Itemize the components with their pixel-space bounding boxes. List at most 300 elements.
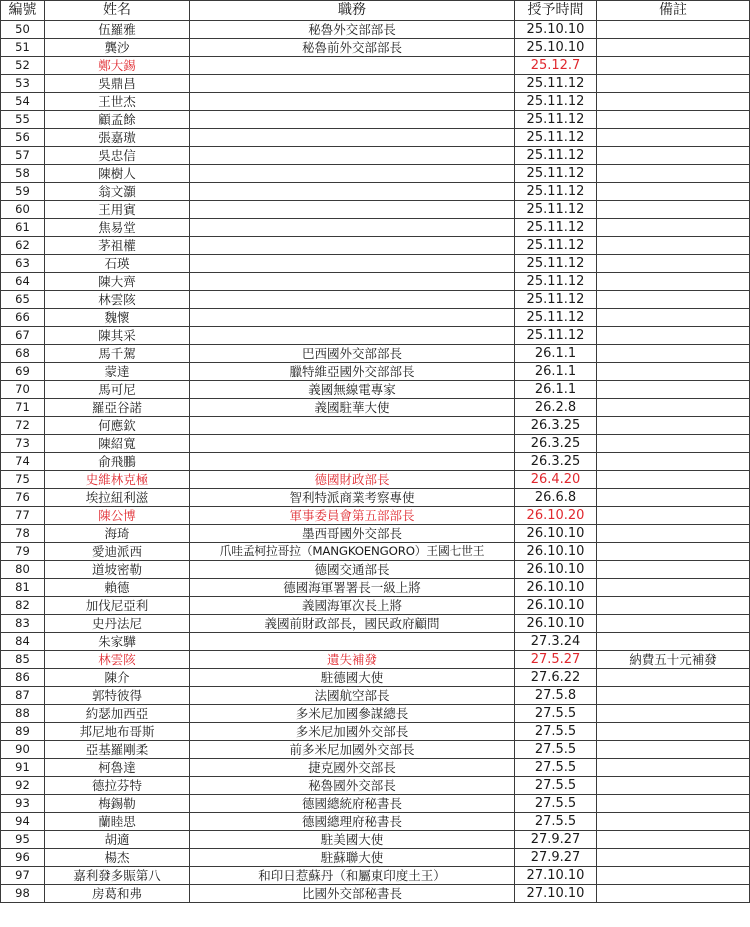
table-row xyxy=(1,201,750,219)
row-date: 26.1.1 xyxy=(515,363,597,381)
row-note xyxy=(597,39,750,57)
row-date: 26.10.10 xyxy=(515,543,597,561)
row-title: 德國財政部長 xyxy=(190,471,515,489)
row-number: 83 xyxy=(1,615,45,633)
row-note xyxy=(597,849,750,867)
row-number: 55 xyxy=(1,111,45,129)
table-row xyxy=(1,111,750,129)
row-note xyxy=(597,777,750,795)
row-date: 25.11.12 xyxy=(515,309,597,327)
row-title: 法國航空部長 xyxy=(190,687,515,705)
table-row xyxy=(1,489,750,507)
row-title: 軍事委員會第五部部長 xyxy=(190,507,515,525)
row-note xyxy=(597,111,750,129)
row-note xyxy=(597,219,750,237)
row-title xyxy=(190,165,515,183)
row-title xyxy=(190,327,515,345)
row-note xyxy=(597,831,750,849)
row-title: 智利特派商業考察專使 xyxy=(190,489,515,507)
row-title: 駐美國大使 xyxy=(190,831,515,849)
row-title: 多米尼加國外交部長 xyxy=(190,723,515,741)
row-date: 26.2.8 xyxy=(515,399,597,417)
row-note xyxy=(597,129,750,147)
row-title: 義國海軍次長上將 xyxy=(190,597,515,615)
table-row xyxy=(1,723,750,741)
row-date: 26.1.1 xyxy=(515,381,597,399)
table-row xyxy=(1,345,750,363)
row-name: 羅亞谷諾 xyxy=(45,399,190,417)
table-row xyxy=(1,39,750,57)
table-row xyxy=(1,831,750,849)
row-note xyxy=(597,687,750,705)
row-note xyxy=(597,255,750,273)
row-title xyxy=(190,57,515,75)
row-title xyxy=(190,201,515,219)
row-note xyxy=(597,669,750,687)
table-row xyxy=(1,579,750,597)
table-row xyxy=(1,75,750,93)
row-date: 26.10.10 xyxy=(515,579,597,597)
table-row xyxy=(1,687,750,705)
row-name: 吳鼎昌 xyxy=(45,75,190,93)
row-title xyxy=(190,111,515,129)
row-date: 26.10.10 xyxy=(515,525,597,543)
row-number: 59 xyxy=(1,183,45,201)
row-note xyxy=(597,399,750,417)
row-title: 遺失補發 xyxy=(190,651,515,669)
table-row xyxy=(1,129,750,147)
row-title: 多米尼加國參謀總長 xyxy=(190,705,515,723)
row-date: 27.9.27 xyxy=(515,831,597,849)
header-date: 授予時間 xyxy=(515,1,597,21)
row-name: 何應欽 xyxy=(45,417,190,435)
row-date: 25.11.12 xyxy=(515,237,597,255)
row-name: 嘉利發多賑第八 xyxy=(45,867,190,885)
row-title xyxy=(190,453,515,471)
table-row xyxy=(1,435,750,453)
row-note xyxy=(597,705,750,723)
row-name: 加伐尼亞利 xyxy=(45,597,190,615)
row-number: 54 xyxy=(1,93,45,111)
row-name: 蒙達 xyxy=(45,363,190,381)
row-name: 胡適 xyxy=(45,831,190,849)
row-note xyxy=(597,885,750,903)
row-note xyxy=(597,147,750,165)
row-name: 魏懷 xyxy=(45,309,190,327)
row-number: 82 xyxy=(1,597,45,615)
row-name: 約瑟加西亞 xyxy=(45,705,190,723)
table-row xyxy=(1,453,750,471)
row-title: 秘魯國外交部長 xyxy=(190,777,515,795)
row-name: 埃拉紐利滋 xyxy=(45,489,190,507)
row-title xyxy=(190,219,515,237)
table-row xyxy=(1,309,750,327)
table-row xyxy=(1,669,750,687)
table-row xyxy=(1,273,750,291)
table-row xyxy=(1,183,750,201)
row-date: 26.10.10 xyxy=(515,561,597,579)
table-row xyxy=(1,291,750,309)
row-date: 27.3.24 xyxy=(515,633,597,651)
row-title xyxy=(190,183,515,201)
table-row xyxy=(1,795,750,813)
row-date: 25.12.7 xyxy=(515,57,597,75)
table-row xyxy=(1,255,750,273)
row-date: 25.11.12 xyxy=(515,327,597,345)
row-note xyxy=(597,507,750,525)
row-note xyxy=(597,543,750,561)
table-row xyxy=(1,57,750,75)
row-number: 77 xyxy=(1,507,45,525)
row-title xyxy=(190,417,515,435)
row-name: 林雲陔 xyxy=(45,651,190,669)
row-note xyxy=(597,759,750,777)
row-name: 陳介 xyxy=(45,669,190,687)
table-row xyxy=(1,597,750,615)
row-note xyxy=(597,489,750,507)
row-name: 馬可尼 xyxy=(45,381,190,399)
row-name: 吳忠信 xyxy=(45,147,190,165)
row-title: 前多米尼加國外交部長 xyxy=(190,741,515,759)
row-title xyxy=(190,291,515,309)
row-number: 63 xyxy=(1,255,45,273)
row-name: 史丹法尼 xyxy=(45,615,190,633)
table-row xyxy=(1,885,750,903)
row-title xyxy=(190,633,515,651)
row-title xyxy=(190,255,515,273)
row-name: 鄭大錫 xyxy=(45,57,190,75)
row-title: 駐蘇聯大使 xyxy=(190,849,515,867)
row-name: 林雲陔 xyxy=(45,291,190,309)
row-note xyxy=(597,795,750,813)
row-number: 56 xyxy=(1,129,45,147)
row-name: 梅錫勒 xyxy=(45,795,190,813)
row-title: 秘魯外交部部長 xyxy=(190,21,515,39)
row-number: 67 xyxy=(1,327,45,345)
table-row xyxy=(1,759,750,777)
row-date: 25.11.12 xyxy=(515,183,597,201)
row-name: 陳樹人 xyxy=(45,165,190,183)
row-number: 52 xyxy=(1,57,45,75)
header-no: 編號 xyxy=(1,1,45,21)
table-row xyxy=(1,543,750,561)
row-number: 85 xyxy=(1,651,45,669)
row-number: 88 xyxy=(1,705,45,723)
row-number: 78 xyxy=(1,525,45,543)
row-date: 26.10.10 xyxy=(515,597,597,615)
row-number: 74 xyxy=(1,453,45,471)
row-name: 郭特彼得 xyxy=(45,687,190,705)
row-note xyxy=(597,597,750,615)
table-row xyxy=(1,633,750,651)
header-row xyxy=(1,1,750,21)
row-number: 86 xyxy=(1,669,45,687)
row-number: 96 xyxy=(1,849,45,867)
row-date: 25.11.12 xyxy=(515,219,597,237)
row-name: 柯魯達 xyxy=(45,759,190,777)
row-number: 62 xyxy=(1,237,45,255)
header-title: 職務 xyxy=(190,1,515,21)
row-note xyxy=(597,417,750,435)
row-date: 27.5.5 xyxy=(515,813,597,831)
row-title: 駐德國大使 xyxy=(190,669,515,687)
table-row xyxy=(1,849,750,867)
row-name: 顧孟餘 xyxy=(45,111,190,129)
row-date: 26.10.20 xyxy=(515,507,597,525)
row-note xyxy=(597,93,750,111)
row-title xyxy=(190,93,515,111)
row-note xyxy=(597,363,750,381)
row-date: 27.5.5 xyxy=(515,705,597,723)
row-title xyxy=(190,129,515,147)
row-note: 納費五十元補發 xyxy=(597,651,750,669)
row-title: 臘特維亞國外交部部長 xyxy=(190,363,515,381)
row-title: 義國駐華大使 xyxy=(190,399,515,417)
row-date: 25.11.12 xyxy=(515,201,597,219)
row-number: 58 xyxy=(1,165,45,183)
row-date: 25.11.12 xyxy=(515,273,597,291)
row-name: 道坡密勒 xyxy=(45,561,190,579)
row-number: 79 xyxy=(1,543,45,561)
row-date: 27.5.27 xyxy=(515,651,597,669)
row-title: 秘魯前外交部部長 xyxy=(190,39,515,57)
row-note xyxy=(597,615,750,633)
row-date: 25.11.12 xyxy=(515,291,597,309)
row-number: 90 xyxy=(1,741,45,759)
row-number: 66 xyxy=(1,309,45,327)
table-row xyxy=(1,741,750,759)
table-row xyxy=(1,525,750,543)
row-number: 65 xyxy=(1,291,45,309)
row-date: 27.5.5 xyxy=(515,723,597,741)
row-name: 朱家驊 xyxy=(45,633,190,651)
row-title: 巴西國外交部部長 xyxy=(190,345,515,363)
row-name: 海琦 xyxy=(45,525,190,543)
row-name: 德拉芬特 xyxy=(45,777,190,795)
row-note xyxy=(597,21,750,39)
row-name: 龔沙 xyxy=(45,39,190,57)
row-name: 陳大齊 xyxy=(45,273,190,291)
row-date: 26.3.25 xyxy=(515,435,597,453)
row-note xyxy=(597,183,750,201)
row-note xyxy=(597,867,750,885)
table-row xyxy=(1,867,750,885)
row-note xyxy=(597,579,750,597)
row-date: 25.11.12 xyxy=(515,93,597,111)
row-number: 53 xyxy=(1,75,45,93)
row-note xyxy=(597,165,750,183)
row-number: 91 xyxy=(1,759,45,777)
row-title xyxy=(190,75,515,93)
row-name: 陳其采 xyxy=(45,327,190,345)
row-title: 和印日惹蘇丹（和屬東印度土王） xyxy=(190,867,515,885)
row-title: 德國海軍署署長一級上將 xyxy=(190,579,515,597)
row-title xyxy=(190,435,515,453)
table-row xyxy=(1,777,750,795)
table-row xyxy=(1,813,750,831)
row-date: 26.3.25 xyxy=(515,417,597,435)
row-number: 87 xyxy=(1,687,45,705)
row-number: 84 xyxy=(1,633,45,651)
row-title: 捷克國外交部長 xyxy=(190,759,515,777)
row-name: 房葛和弗 xyxy=(45,885,190,903)
row-note xyxy=(597,741,750,759)
row-date: 25.11.12 xyxy=(515,147,597,165)
row-name: 石瑛 xyxy=(45,255,190,273)
row-date: 27.5.5 xyxy=(515,777,597,795)
row-date: 25.11.12 xyxy=(515,255,597,273)
row-number: 89 xyxy=(1,723,45,741)
row-name: 楊杰 xyxy=(45,849,190,867)
row-name: 俞飛鵬 xyxy=(45,453,190,471)
row-title xyxy=(190,309,515,327)
row-date: 27.5.8 xyxy=(515,687,597,705)
row-title: 義國無線電專家 xyxy=(190,381,515,399)
row-number: 76 xyxy=(1,489,45,507)
row-number: 69 xyxy=(1,363,45,381)
row-name: 張嘉璈 xyxy=(45,129,190,147)
table-row xyxy=(1,471,750,489)
header-name: 姓名 xyxy=(45,1,190,21)
row-note xyxy=(597,633,750,651)
row-number: 73 xyxy=(1,435,45,453)
row-number: 70 xyxy=(1,381,45,399)
row-name: 亞基羅剛柔 xyxy=(45,741,190,759)
table-row xyxy=(1,363,750,381)
row-number: 61 xyxy=(1,219,45,237)
row-name: 翁文灝 xyxy=(45,183,190,201)
row-note xyxy=(597,813,750,831)
row-name: 伍羅雅 xyxy=(45,21,190,39)
row-name: 王用賓 xyxy=(45,201,190,219)
row-title: 義國前財政部長，國民政府顧問 xyxy=(190,615,515,633)
row-title xyxy=(190,147,515,165)
row-note xyxy=(597,327,750,345)
row-name: 邦尼地布哥斯 xyxy=(45,723,190,741)
row-date: 25.10.10 xyxy=(515,21,597,39)
row-name: 茅祖權 xyxy=(45,237,190,255)
row-number: 75 xyxy=(1,471,45,489)
row-date: 27.5.5 xyxy=(515,795,597,813)
table-row xyxy=(1,147,750,165)
row-note xyxy=(597,525,750,543)
row-date: 26.4.20 xyxy=(515,471,597,489)
row-number: 95 xyxy=(1,831,45,849)
row-note xyxy=(597,309,750,327)
row-date: 26.6.8 xyxy=(515,489,597,507)
header-note: 備註 xyxy=(597,1,750,21)
table-row xyxy=(1,651,750,669)
row-note xyxy=(597,237,750,255)
row-number: 51 xyxy=(1,39,45,57)
row-number: 64 xyxy=(1,273,45,291)
row-number: 81 xyxy=(1,579,45,597)
row-title: 德國總統府秘書長 xyxy=(190,795,515,813)
row-name: 王世杰 xyxy=(45,93,190,111)
row-date: 27.5.5 xyxy=(515,759,597,777)
row-number: 97 xyxy=(1,867,45,885)
table-row xyxy=(1,399,750,417)
row-date: 27.6.22 xyxy=(515,669,597,687)
row-name: 陳紹寬 xyxy=(45,435,190,453)
table-row xyxy=(1,417,750,435)
row-name: 蘭睦思 xyxy=(45,813,190,831)
row-date: 25.11.12 xyxy=(515,129,597,147)
row-note xyxy=(597,435,750,453)
row-title: 墨西哥國外交部長 xyxy=(190,525,515,543)
row-name: 陳公博 xyxy=(45,507,190,525)
row-date: 27.10.10 xyxy=(515,885,597,903)
row-name: 史維林克極 xyxy=(45,471,190,489)
row-number: 57 xyxy=(1,147,45,165)
row-date: 25.11.12 xyxy=(515,75,597,93)
table-header xyxy=(1,1,750,21)
row-date: 27.5.5 xyxy=(515,741,597,759)
row-number: 80 xyxy=(1,561,45,579)
table-row xyxy=(1,705,750,723)
row-date: 26.1.1 xyxy=(515,345,597,363)
row-title: 爪哇孟柯拉哥拉（MANGKOENGORO）王國七世王 xyxy=(190,543,515,561)
row-note xyxy=(597,453,750,471)
table-body xyxy=(1,21,750,903)
row-date: 25.10.10 xyxy=(515,39,597,57)
row-number: 68 xyxy=(1,345,45,363)
table-row xyxy=(1,327,750,345)
row-name: 愛迪派西 xyxy=(45,543,190,561)
row-title: 比國外交部秘書長 xyxy=(190,885,515,903)
row-name: 馬千駕 xyxy=(45,345,190,363)
row-title: 德國總理府秘書長 xyxy=(190,813,515,831)
row-number: 60 xyxy=(1,201,45,219)
row-note xyxy=(597,471,750,489)
table-row xyxy=(1,381,750,399)
row-date: 25.11.12 xyxy=(515,111,597,129)
row-number: 92 xyxy=(1,777,45,795)
row-date: 27.9.27 xyxy=(515,849,597,867)
row-title: 德國交通部長 xyxy=(190,561,515,579)
row-title xyxy=(190,273,515,291)
row-date: 26.10.10 xyxy=(515,615,597,633)
row-note xyxy=(597,291,750,309)
row-note xyxy=(597,381,750,399)
row-note xyxy=(597,345,750,363)
row-note xyxy=(597,561,750,579)
row-number: 72 xyxy=(1,417,45,435)
table-row xyxy=(1,21,750,39)
row-note xyxy=(597,723,750,741)
row-note xyxy=(597,201,750,219)
table-row xyxy=(1,219,750,237)
table-row xyxy=(1,615,750,633)
row-number: 50 xyxy=(1,21,45,39)
row-number: 94 xyxy=(1,813,45,831)
row-name: 賴德 xyxy=(45,579,190,597)
table-row xyxy=(1,561,750,579)
row-date: 26.3.25 xyxy=(515,453,597,471)
table-row xyxy=(1,237,750,255)
row-title xyxy=(190,237,515,255)
row-date: 25.11.12 xyxy=(515,165,597,183)
table-row xyxy=(1,165,750,183)
row-note xyxy=(597,273,750,291)
row-date: 27.10.10 xyxy=(515,867,597,885)
row-note xyxy=(597,57,750,75)
table-row xyxy=(1,507,750,525)
row-note xyxy=(597,75,750,93)
row-number: 71 xyxy=(1,399,45,417)
row-number: 93 xyxy=(1,795,45,813)
table-row xyxy=(1,93,750,111)
